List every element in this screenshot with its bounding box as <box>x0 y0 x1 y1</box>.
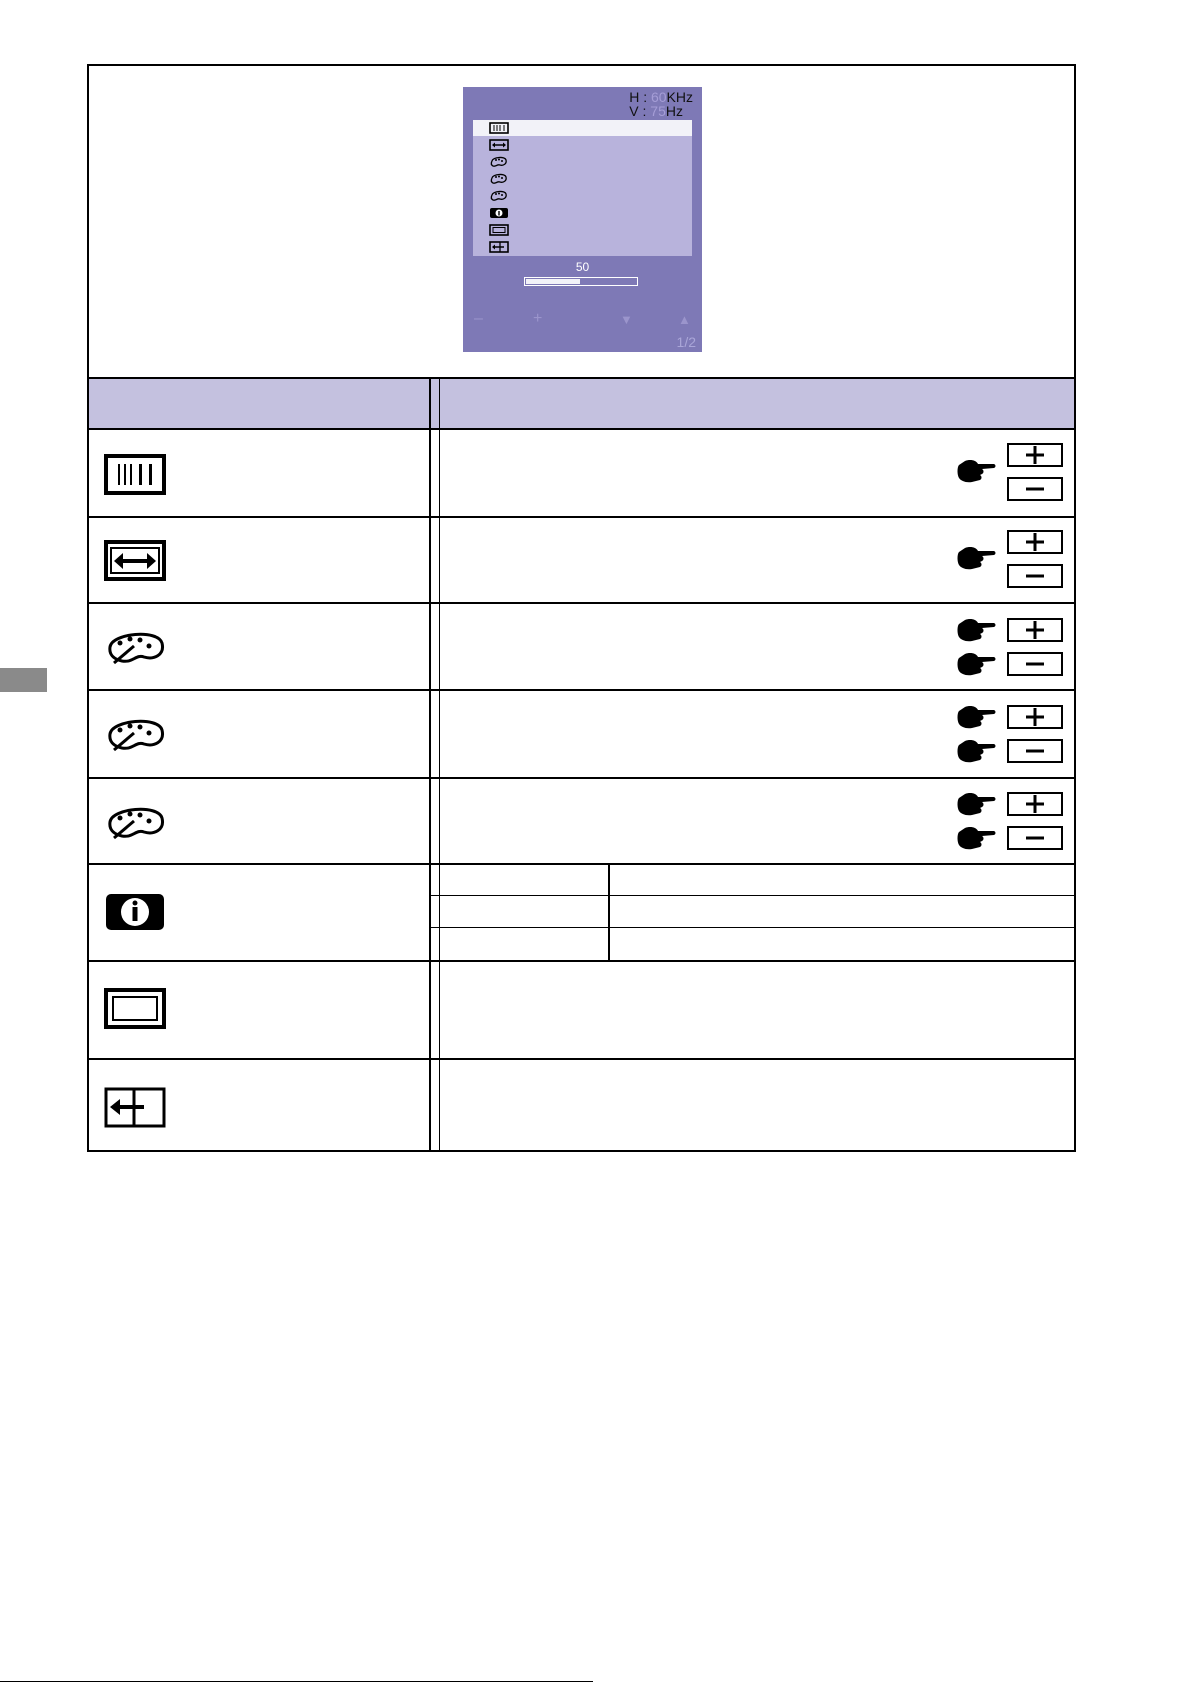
table-header <box>89 379 1074 428</box>
pointing-hand-icon <box>956 791 996 817</box>
osd-value: 50 <box>575 260 590 274</box>
arrows-icon <box>489 139 509 151</box>
row-divider <box>89 777 1074 779</box>
minus-button-icon <box>1007 739 1063 763</box>
minus-button-icon <box>1007 477 1063 501</box>
info-icon <box>104 891 166 933</box>
info-icon <box>489 207 509 219</box>
osd-minus-control: – <box>474 310 483 327</box>
osd-menu-list <box>473 120 692 256</box>
position-icon <box>489 241 509 253</box>
pointing-hand-icon <box>956 617 996 643</box>
minus-button-icon <box>1007 652 1063 676</box>
osd-down-control: ▼ <box>620 312 633 327</box>
pointing-hand-icon <box>956 738 996 764</box>
row-divider <box>89 428 1074 430</box>
palette-icon <box>104 714 166 756</box>
v-frequency-readout <box>629 104 693 118</box>
sub-row-divider <box>431 927 1074 928</box>
h-frequency-readout <box>629 90 693 104</box>
osd-level-fill <box>526 279 580 284</box>
pointing-hand-icon <box>956 825 996 851</box>
palette-icon <box>489 173 509 185</box>
manual-table <box>87 64 1076 1152</box>
column-divider <box>439 377 440 1150</box>
sub-column-divider <box>608 863 610 960</box>
plus-button-icon <box>1007 618 1063 642</box>
plus-button-icon <box>1007 705 1063 729</box>
osd-page-indicator: 1/2 <box>676 334 696 350</box>
position-icon <box>104 1087 166 1129</box>
side-tab-marker <box>0 668 47 692</box>
palette-icon <box>489 156 509 168</box>
v-prefix: V : <box>629 103 651 119</box>
row-divider <box>89 1058 1074 1060</box>
v-unit: Hz <box>665 103 683 119</box>
pointing-hand-icon <box>956 458 996 484</box>
row-divider <box>89 863 1074 865</box>
minus-button-icon <box>1007 564 1063 588</box>
arrows-icon <box>104 540 166 582</box>
osd-plus-control: + <box>533 310 543 327</box>
row-divider <box>89 516 1074 518</box>
h-value: 60 <box>650 89 667 105</box>
pointing-hand-icon <box>956 704 996 730</box>
bars-icon <box>489 122 509 134</box>
minus-button-icon <box>1007 826 1063 850</box>
row-divider <box>89 377 1074 379</box>
plus-button-icon <box>1007 792 1063 816</box>
row-divider <box>89 602 1074 604</box>
h-prefix: H : <box>629 89 651 105</box>
palette-icon <box>104 627 166 669</box>
sub-row-divider <box>431 895 1074 896</box>
osd-level-bar <box>524 277 638 286</box>
bars-icon <box>104 454 166 496</box>
plus-button-icon <box>1007 530 1063 554</box>
palette-icon <box>104 802 166 844</box>
row-divider <box>89 689 1074 691</box>
pointing-hand-icon <box>956 651 996 677</box>
h-unit: KHz <box>666 89 693 105</box>
column-divider <box>429 377 431 1150</box>
v-value: 75 <box>650 103 666 119</box>
palette-icon <box>489 190 509 202</box>
screen-icon <box>104 988 166 1030</box>
osd-menu-screenshot <box>463 87 702 352</box>
screen-icon <box>489 224 509 236</box>
row-divider <box>89 960 1074 962</box>
page-bottom-rule <box>0 1681 593 1682</box>
osd-up-control: ▲ <box>678 312 691 327</box>
plus-button-icon <box>1007 443 1063 467</box>
pointing-hand-icon <box>956 545 996 571</box>
